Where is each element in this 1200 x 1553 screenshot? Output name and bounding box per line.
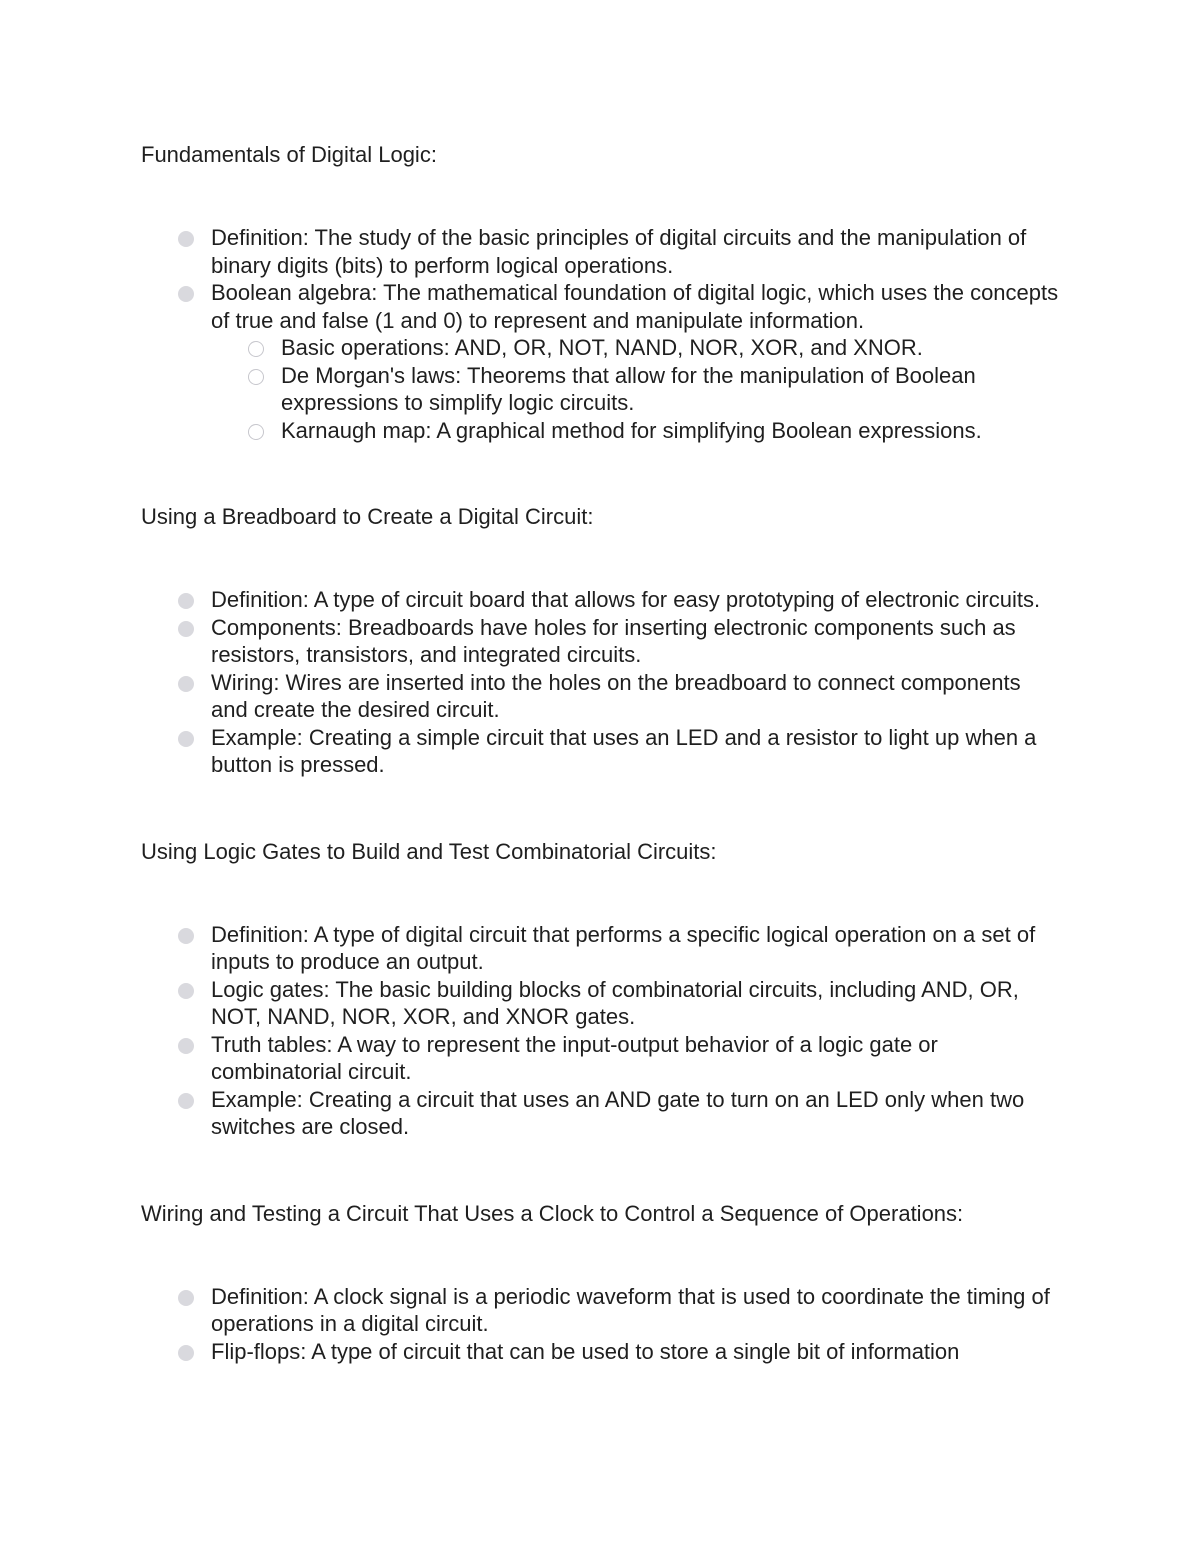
list-item-text: Definition: A type of circuit board that allows for easy prototyping of electronic circuits. xyxy=(211,587,1041,612)
list-item-text: Definition: The study of the basic principles of digital circuits and the manipulation of binary digits (bits) to perform logical operations. xyxy=(211,225,1027,278)
list-item-text: Truth tables: A way to represent the input-output behavior of a logic gate or combinatorial circuit. xyxy=(211,1031,938,1084)
filled-circle-bullet-icon xyxy=(178,1345,194,1361)
list-item xyxy=(211,224,1061,279)
list-item xyxy=(211,1086,1061,1141)
list-item-text: Components: Breadboards have holes for inserting electronic components such as resistors, transistors, and integrated circuits. xyxy=(211,614,1016,667)
sub-list-item-text: De Morgan's laws: Theorems that allow for the manipulation of Boolean expressions to simplify logic circuits. xyxy=(281,362,976,415)
section-clock-circuit xyxy=(141,1199,1061,1366)
section-heading: Fundamentals of Digital Logic: xyxy=(141,142,437,167)
sub-bullet-list xyxy=(281,334,1061,444)
hollow-circle-bullet-icon xyxy=(248,369,264,385)
list-item-text: Example: Creating a simple circuit that uses an LED and a resistor to light up when a button is pressed. xyxy=(211,724,1037,777)
list-item-text: Flip-flops: A type of circuit that can be used to store a single bit of information xyxy=(211,1338,960,1364)
section-heading: Using Logic Gates to Build and Test Combinatorial Circuits: xyxy=(141,838,717,864)
section-heading: Wiring and Testing a Circuit That Uses a Clock to Control a Sequence of Operations: xyxy=(141,1200,964,1226)
list-item xyxy=(211,586,1061,614)
section-heading: Using a Breadboard to Create a Digital Circuit: xyxy=(141,504,594,529)
list-item xyxy=(211,921,1061,976)
filled-circle-bullet-icon xyxy=(178,231,194,247)
list-item xyxy=(211,669,1061,724)
section-fundamentals xyxy=(141,140,1061,444)
bullet-list xyxy=(211,921,1061,1141)
list-item-text: Logic gates: The basic building blocks of combinatorial circuits, including AND, OR, NOT, NAND, NOR, XOR, and XNOR gates. xyxy=(211,976,1019,1029)
filled-circle-bullet-icon xyxy=(178,1038,194,1054)
list-item xyxy=(211,1283,1061,1338)
filled-circle-bullet-icon xyxy=(178,286,194,302)
list-item xyxy=(211,279,1061,444)
filled-circle-bullet-icon xyxy=(178,928,194,944)
bullet-list xyxy=(211,586,1061,779)
filled-circle-bullet-icon xyxy=(178,983,194,999)
filled-circle-bullet-icon xyxy=(178,1093,194,1109)
bullet-list xyxy=(211,1283,1061,1366)
list-item-text: Definition: A type of digital circuit that performs a specific logical operation on a set of inputs to produce an output. xyxy=(211,921,1036,974)
hollow-circle-bullet-icon xyxy=(248,424,264,440)
filled-circle-bullet-icon xyxy=(178,1290,194,1306)
sub-list-item xyxy=(281,417,1061,445)
list-item-text: Definition: A clock signal is a periodic waveform that is used to coordinate the timing of operations in a digital circuit. xyxy=(211,1283,1050,1336)
bullet-list xyxy=(211,224,1061,444)
section-logic-gates xyxy=(141,837,1061,1141)
list-item-text: Wiring: Wires are inserted into the holes on the breadboard to connect components and create the desired circuit. xyxy=(211,669,1021,722)
list-item-text: Boolean algebra: The mathematical foundation of digital logic, which uses the concepts of true and false (1 and 0) to represent and manipulate information. xyxy=(211,280,1059,333)
list-item-text: Example: Creating a circuit that uses an AND gate to turn on an LED only when two switches are closed. xyxy=(211,1086,1025,1139)
list-item xyxy=(211,1338,1061,1366)
filled-circle-bullet-icon xyxy=(178,621,194,637)
sub-list-item-text: Basic operations: AND, OR, NOT, NAND, NOR, XOR, and XNOR. xyxy=(281,335,923,360)
list-item xyxy=(211,724,1061,779)
sub-list-item xyxy=(281,334,1061,362)
list-item xyxy=(211,614,1061,669)
filled-circle-bullet-icon xyxy=(178,676,194,692)
sub-list-item-text: Karnaugh map: A graphical method for simplifying Boolean expressions. xyxy=(281,417,982,443)
hollow-circle-bullet-icon xyxy=(248,341,264,357)
sub-list-item xyxy=(281,362,1061,417)
filled-circle-bullet-icon xyxy=(178,593,194,609)
list-item xyxy=(211,1031,1061,1086)
section-breadboard xyxy=(141,502,1061,779)
filled-circle-bullet-icon xyxy=(178,731,194,747)
document-page xyxy=(141,140,1061,1365)
list-item xyxy=(211,976,1061,1031)
